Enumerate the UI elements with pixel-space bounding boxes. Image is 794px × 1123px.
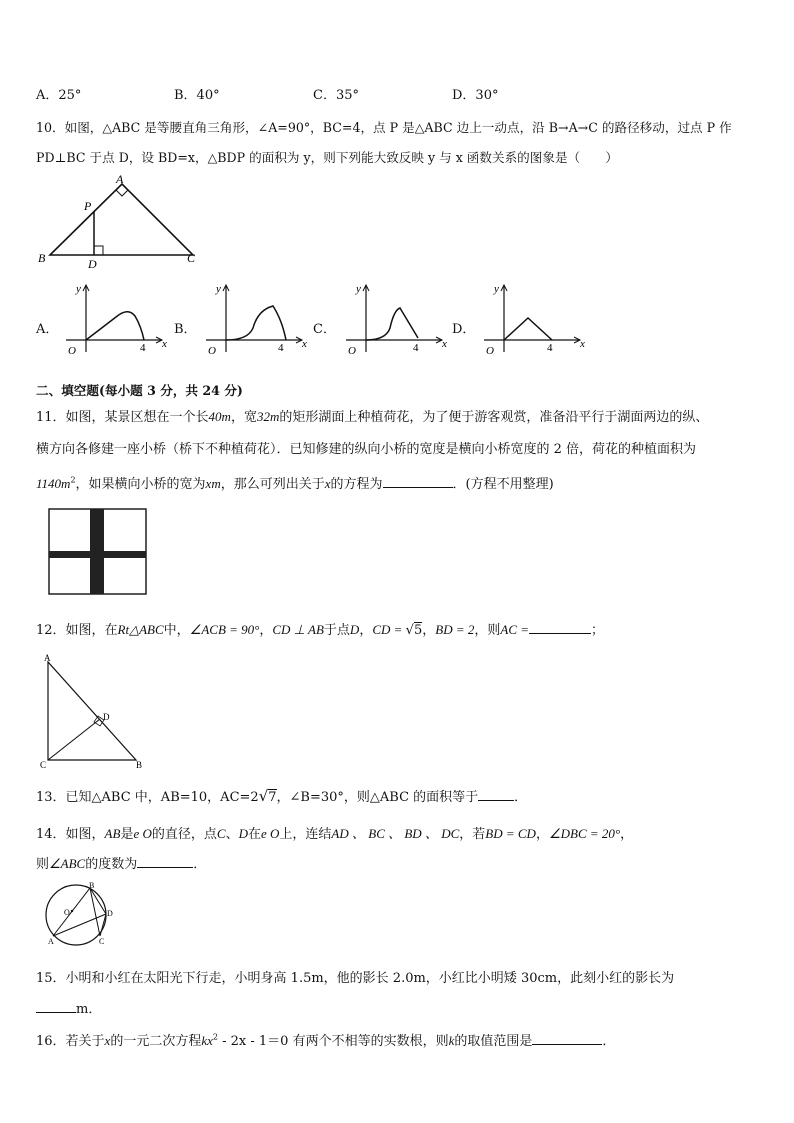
q11-line1: 11．如图，某景区想在一个长40m，宽32m的矩形湖面上种植荷花，为了便于游客观赏，准备沿平行于湖面两边的纵、 bbox=[36, 409, 709, 425]
fig12-label-d: D bbox=[103, 712, 110, 722]
fig10-label-c: C bbox=[187, 251, 196, 265]
graph-d-x: x bbox=[580, 338, 585, 350]
graph-c-y: y bbox=[356, 283, 361, 295]
graph-d bbox=[476, 280, 588, 358]
q12-line1: 12．如图，在Rt△ABC中，∠ACB = 90°，CD ⊥ AB于点D，CD = √5，BD = 2，则AC = ； bbox=[36, 622, 605, 638]
q9-option-d: D．30° bbox=[452, 88, 499, 103]
graph-d-o: O bbox=[486, 345, 494, 357]
q10-line2: PD⊥BC 于点 D，设 BD=x，△BDP 的面积为 y，则下列能大致反映 y 与 x 函数关系的图象是（ ） bbox=[36, 150, 618, 165]
graph-b-y: y bbox=[216, 283, 221, 295]
graph-c bbox=[338, 280, 450, 358]
q15-answer-blank[interactable] bbox=[36, 1000, 76, 1013]
q11-answer-blank[interactable] bbox=[383, 475, 453, 488]
q14-circle-figure bbox=[36, 880, 126, 950]
fig14-label-c: C bbox=[99, 937, 105, 946]
fig10-label-b: B bbox=[38, 251, 46, 265]
graph-c-four: 4 bbox=[413, 342, 419, 354]
q13-answer-blank[interactable] bbox=[478, 788, 514, 801]
section2-title: 二、填空题(每小题 3 分，共 24 分) bbox=[36, 383, 243, 398]
q10-opt-b-letter: B． bbox=[174, 322, 197, 337]
q11-line3: $1140m^2$，如果横向小桥的宽为xm，那么可列出关于x的方程为 ．(方程不用整理) bbox=[36, 475, 554, 492]
fig10-label-a: A bbox=[116, 172, 124, 186]
q9-option-b: B．40° bbox=[174, 88, 220, 103]
q16-line: 16．若关于x的一元二次方程$kx^2 - 2x - 1=0$ 有两个不相等的实数根，则k的取值范围是 ． bbox=[36, 1032, 616, 1049]
graph-a-y: y bbox=[76, 283, 81, 295]
q12-triangle-figure bbox=[36, 650, 156, 770]
graph-c-o: O bbox=[348, 345, 356, 357]
q11-line2: 横方向各修建一座小桥（桥下不种植荷花）．已知修建的纵向小桥的宽度是横向小桥宽度的 2 倍，荷花的种植面积为 bbox=[36, 442, 697, 457]
q14-line1: 14．如图，AB是e O的直径，点C、D在e O上，连结AD 、 BC 、 BD 、 DC，若BD = CD，∠DBC = 20°， bbox=[36, 826, 634, 842]
q10-opt-c-letter: C． bbox=[313, 322, 336, 337]
graph-b-four: 4 bbox=[278, 342, 284, 354]
fig12-label-a: A bbox=[44, 653, 51, 663]
q10-triangle-figure bbox=[32, 170, 212, 270]
graph-a-x: x bbox=[162, 338, 167, 350]
graph-d-y: y bbox=[494, 283, 499, 295]
graph-a-four: 4 bbox=[140, 342, 146, 354]
q9-option-c: C．35° bbox=[313, 88, 359, 103]
q14-answer-blank[interactable] bbox=[137, 855, 193, 868]
graph-c-x: x bbox=[442, 338, 447, 350]
graph-b-x: x bbox=[302, 338, 307, 350]
graph-a bbox=[58, 280, 170, 358]
fig14-label-d: D bbox=[107, 909, 113, 918]
q9-option-a: A．25° bbox=[36, 88, 82, 103]
fig14-label-a: A bbox=[48, 937, 54, 946]
fig12-label-c: C bbox=[40, 760, 47, 770]
q15-line2: m． bbox=[36, 998, 101, 1017]
q10-line1: 10．如图，△ABC 是等腰直角三角形，∠A=90°，BC=4，点 P 是△ABC 边上一动点，沿 B→A→C 的路径移动，过点 P 作 bbox=[36, 120, 732, 135]
q13-line: 13．已知△ABC 中，AB=10，AC=2√7，∠B=30°，则△ABC 的面积等于 ． bbox=[36, 787, 528, 805]
fig10-label-d: D bbox=[88, 257, 97, 270]
graph-b-o: O bbox=[208, 345, 216, 357]
q14-line2: 则∠ABC的度数为 ． bbox=[36, 856, 207, 872]
fig14-label-b: B bbox=[89, 881, 95, 890]
fig10-label-p: P bbox=[84, 199, 92, 213]
graph-d-four: 4 bbox=[547, 342, 553, 354]
graph-b bbox=[198, 280, 310, 358]
graph-a-o: O bbox=[68, 345, 76, 357]
q11-lake-figure bbox=[48, 508, 148, 596]
q10-opt-d-letter: D． bbox=[452, 322, 476, 337]
q10-opt-a-letter: A． bbox=[36, 322, 59, 337]
q12-answer-blank[interactable] bbox=[529, 621, 591, 634]
q16-answer-blank[interactable] bbox=[532, 1032, 602, 1045]
q15-line1: 15．小明和小红在太阳光下行走，小明身高 1.5m，他的影长 2.0m，小红比小明矮 30cm，此刻小红的影长为 bbox=[36, 971, 675, 986]
fig14-label-o: O bbox=[64, 908, 70, 917]
fig12-label-b: B bbox=[136, 760, 143, 770]
